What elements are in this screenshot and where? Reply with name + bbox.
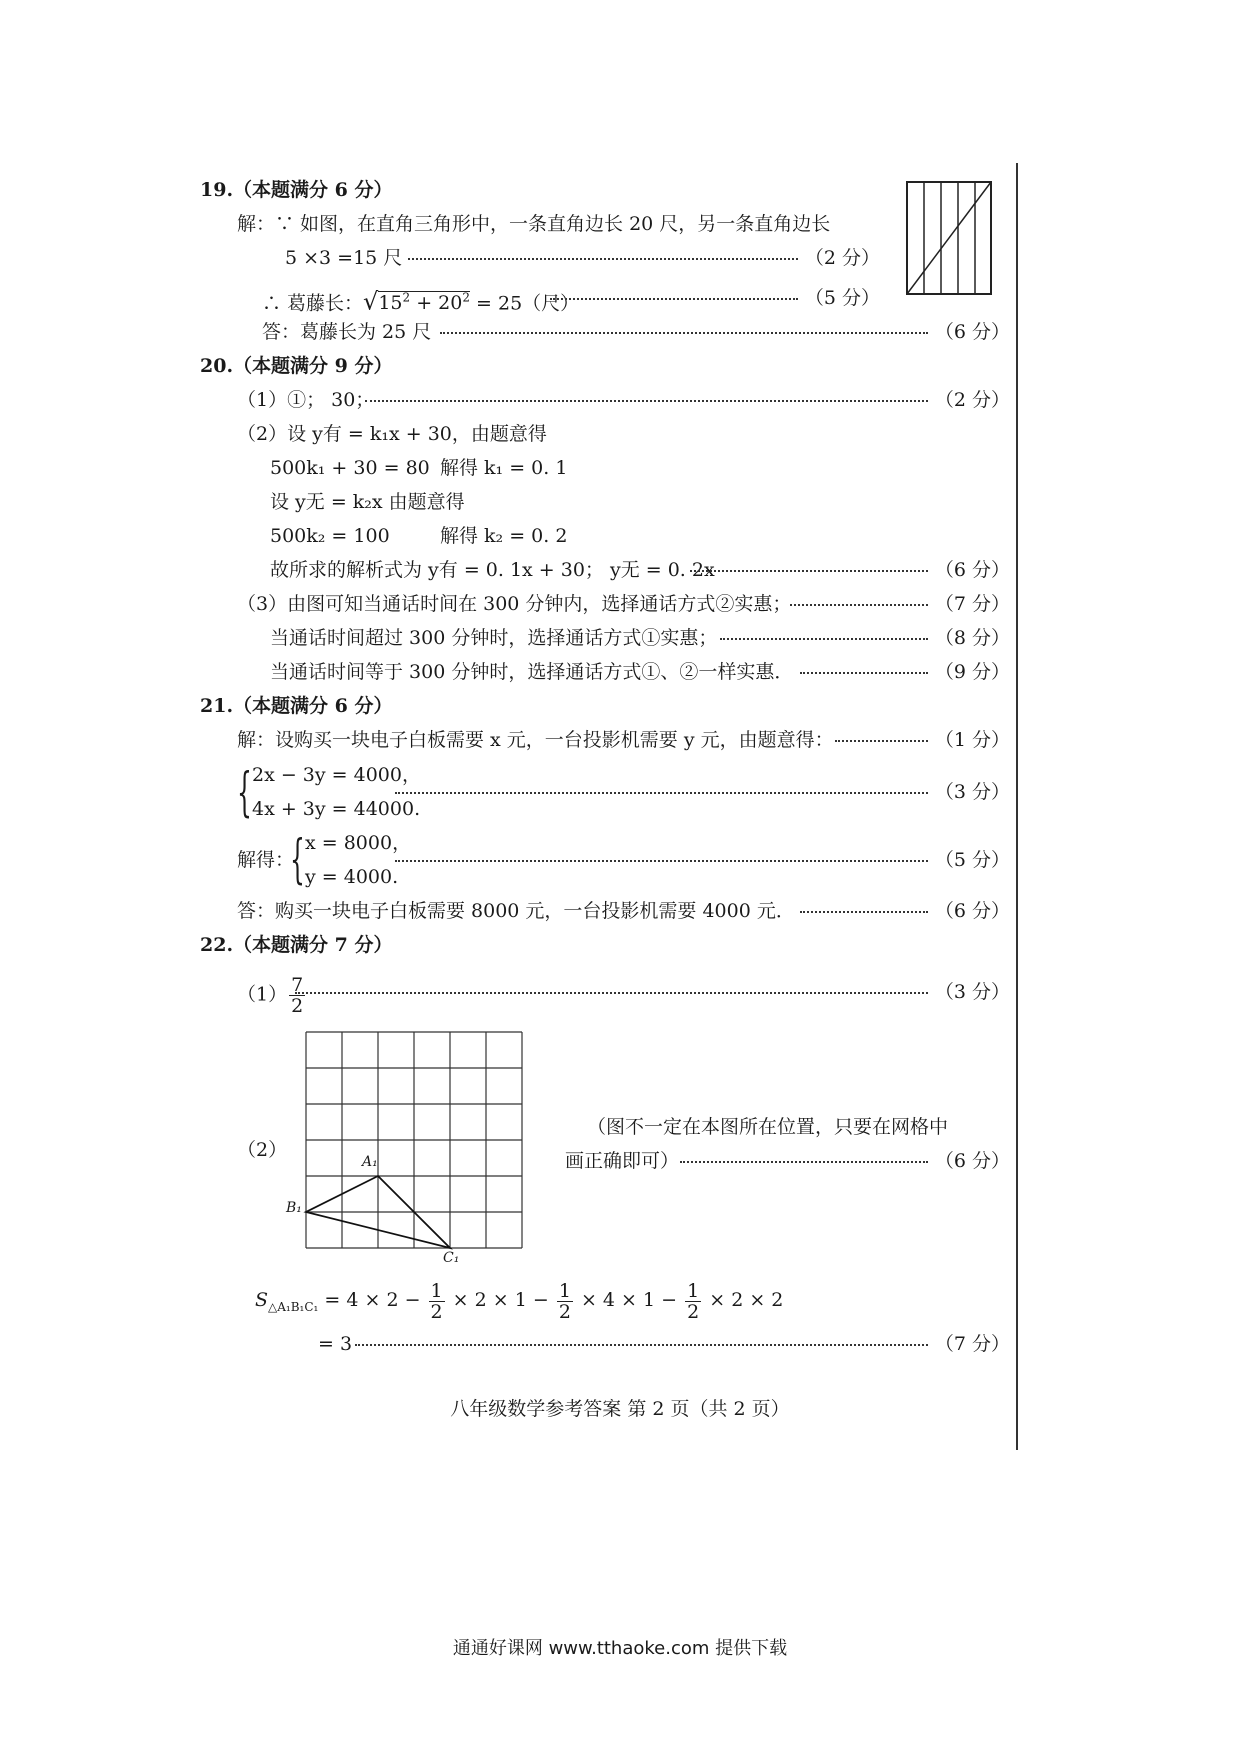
page-footer: 八年级数学参考答案 第 2 页（共 2 页） <box>450 1398 790 1420</box>
q19-text-4: 答：葛藤长为 25 尺 <box>262 321 432 343</box>
q20-score-7: （7 分） <box>934 593 1010 615</box>
half-num: 1 <box>687 1279 700 1302</box>
q21-system-brace: { <box>237 763 252 823</box>
q20-header: 20.（本题满分 9 分） <box>200 355 393 377</box>
half-num: 1 <box>430 1279 443 1302</box>
q22-half-2 <box>557 1281 573 1322</box>
q22-part1-line <box>0 974 1010 1017</box>
q22-half-1 <box>429 1281 445 1322</box>
q20-line5 <box>0 519 1010 553</box>
q21-score-sys: （3 分） <box>934 781 1010 803</box>
q19-line1 <box>0 207 1010 241</box>
q20-line9 <box>0 655 1010 689</box>
q22-header: 22.（本题满分 7 分） <box>200 934 393 956</box>
q22-part1-den: 2 <box>291 995 304 1017</box>
q21-answer: 答：购买一块电子白板需要 8000 元，一台投影机需要 4000 元． <box>237 900 795 922</box>
q21-text-1: 解：设购买一块电子白板需要 x 元，一台投影机需要 y 元，由题意得： <box>237 729 834 751</box>
q22-part1 <box>237 975 307 1016</box>
watermark-text: 通通好课网 www.tthaoke.com 提供下载 <box>452 1638 788 1659</box>
q22-note-1: （图不一定在本图所在位置，只要在网格中 <box>587 1116 949 1138</box>
q20-text-7: （3）由图可知当通话时间在 300 分钟内，选择通话方式②实惠； <box>237 593 792 615</box>
q21-score-sol: （5 分） <box>934 849 1010 871</box>
leader-dots <box>720 638 928 640</box>
q20-text-3b: 解得 k₁ = 0. 1 <box>440 457 568 479</box>
q20-text-5b: 解得 k₂ = 0. 2 <box>440 525 568 547</box>
q22-part1-fraction <box>289 975 305 1016</box>
leader-dots <box>295 992 928 994</box>
leader-dots <box>395 860 928 862</box>
half-num: 1 <box>558 1279 571 1302</box>
q19-text-1: 解：∵ 如图，在直角三角形中，一条直角边长 20 尺，另一条直角边长 <box>237 213 831 235</box>
q21-answer-line <box>0 894 1010 928</box>
q20-text-3a: 500k₁ + 30 = 80 <box>270 457 430 479</box>
q19-score-3: （5 分） <box>804 287 880 309</box>
q21-system-score-line <box>0 775 1010 809</box>
q20-text-8: 当通话时间超过 300 分钟时，选择通话方式①实惠； <box>270 627 718 649</box>
q22-area-sub: △A₁B₁C₁ <box>268 1299 319 1314</box>
q20-text-1: （1）①； 30； <box>237 389 375 411</box>
q22-result: = 3 <box>318 1333 353 1355</box>
leader-dots <box>365 400 928 402</box>
leader-dots <box>800 672 928 674</box>
q22-label-c1: C₁ <box>443 1250 460 1266</box>
q22-part2-label: （2） <box>237 1139 288 1161</box>
q21-score-1: （1 分） <box>934 729 1010 751</box>
q20-text-9: 当通话时间等于 300 分钟时，选择通话方式①、②一样实惠． <box>270 661 794 683</box>
leader-dots <box>800 911 928 913</box>
q20-text-2: （2）设 y有 = k₁x + 30，由题意得 <box>237 423 547 445</box>
q22-part1-label: （1） <box>237 983 288 1006</box>
leader-dots <box>408 258 798 260</box>
q20-text-4: 设 y无 = k₂x 由题意得 <box>270 491 465 513</box>
leader-dots <box>680 1161 928 1163</box>
q22-area-s: S <box>255 1289 269 1311</box>
q22-result-line <box>0 1327 1010 1361</box>
q19-text-3d: = 25（尺） <box>470 292 580 315</box>
q21-score-ans: （6 分） <box>934 900 1010 922</box>
leader-dots <box>355 1344 928 1346</box>
q21-eq1: 2x − 3y = 4000， <box>252 764 421 786</box>
q19-text-3a: ∴ 葛藤长： <box>262 292 364 315</box>
q22-area-c: × 4 × 1 − <box>574 1289 684 1311</box>
q19-text-3c: + 20 <box>410 292 463 315</box>
q21-header-line <box>0 689 1010 723</box>
q22-label-b1: B₁ <box>286 1200 302 1216</box>
q19-score-4: （6 分） <box>934 321 1010 343</box>
leader-dots <box>395 792 928 794</box>
q19-text-3: ∴ 葛藤长：$√15^2 + 20^2 = 25$（尺） <box>262 287 580 316</box>
leader-dots <box>550 298 798 300</box>
leader-dots <box>790 604 928 606</box>
q22-score-3: （7 分） <box>934 1333 1010 1355</box>
q20-score-8: （8 分） <box>934 627 1010 649</box>
q20-line4 <box>0 485 1010 519</box>
q22-header-line <box>0 928 1010 962</box>
q22-half-3 <box>685 1281 701 1322</box>
half-den: 2 <box>430 1300 443 1323</box>
q19-line4 <box>0 315 1010 349</box>
q21-line1 <box>0 723 1010 757</box>
q20-text-5a: 500k₂ = 100 <box>270 525 390 547</box>
q21-eq2: 4x + 3y = 44000. <box>252 798 421 820</box>
q20-score-9: （9 分） <box>934 661 1010 683</box>
q22-part1-num: 7 <box>291 974 304 996</box>
q22-note-line <box>0 1144 1010 1178</box>
q20-score-6: （6 分） <box>934 559 1010 581</box>
leader-dots <box>690 570 928 572</box>
q22-area-a: = 4 × 2 − <box>318 1289 427 1311</box>
q19-line2 <box>0 241 880 275</box>
q22-note-2: 画正确即可） <box>565 1150 680 1172</box>
leader-dots <box>440 332 928 334</box>
q22-area-d: × 2 × 2 <box>703 1289 784 1311</box>
leader-dots <box>835 740 928 742</box>
q20-line1 <box>0 383 1010 417</box>
q19-text-2: 5 ×3 =15 尺 <box>285 247 403 269</box>
q19-header-line <box>0 173 1010 207</box>
q21-sol2: y = 4000. <box>305 866 399 888</box>
q19-text-3b: 15 <box>378 292 403 315</box>
q22-label-a1: A₁ <box>362 1154 378 1170</box>
right-margin-rule <box>1016 163 1018 1450</box>
q20-line3 <box>0 451 1010 485</box>
q21-header: 21.（本题满分 6 分） <box>200 695 393 717</box>
q19-line3 <box>0 281 880 315</box>
q22-area-line <box>255 1280 783 1327</box>
q19-header: 19.（本题满分 6 分） <box>200 179 393 201</box>
half-den: 2 <box>558 1300 571 1323</box>
q22-score-1: （3 分） <box>934 981 1010 1003</box>
q21-sol-label: 解得： <box>237 849 295 871</box>
half-den: 2 <box>687 1300 700 1323</box>
q21-sol-score-line <box>0 843 1010 877</box>
q22-area-b: × 2 × 1 − <box>446 1289 555 1311</box>
q21-sol-brace: { <box>290 830 305 890</box>
q20-header-line <box>0 349 1010 383</box>
q21-sol1: x = 8000， <box>305 832 412 854</box>
q20-text-6: 故所求的解析式为 y有 = 0. 1x + 30； y无 = 0. 2x <box>270 559 715 581</box>
q20-line7 <box>0 587 1010 621</box>
q20-line6 <box>0 553 1010 587</box>
q20-line2 <box>0 417 1010 451</box>
q19-score-2: （2 分） <box>804 247 880 269</box>
q20-score-1: （2 分） <box>934 389 1010 411</box>
q20-line8 <box>0 621 1010 655</box>
q22-score-2: （6 分） <box>934 1150 1010 1172</box>
